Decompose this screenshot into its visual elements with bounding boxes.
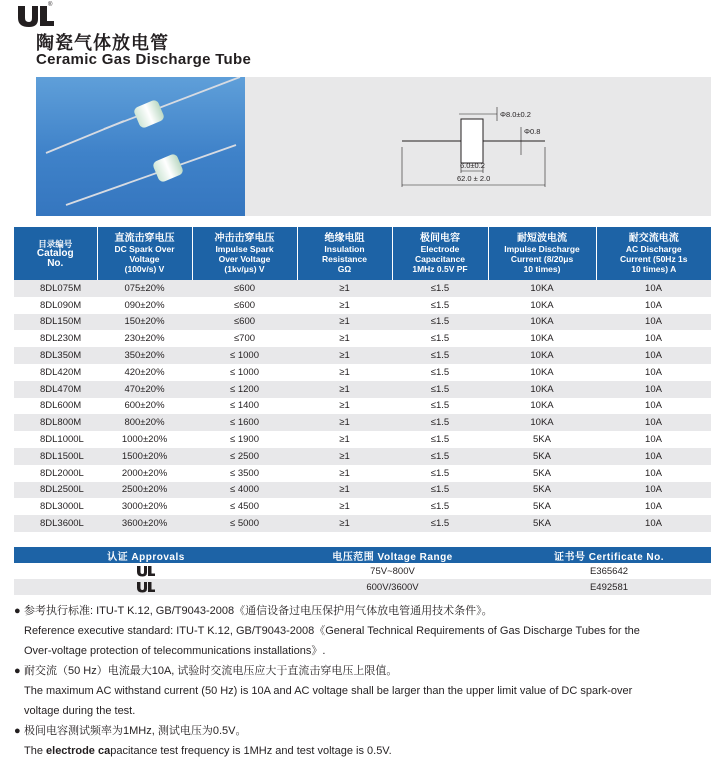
cell-impulse-spark: ≤ 2500 bbox=[192, 448, 297, 465]
table-row bbox=[14, 330, 711, 347]
approvals-row bbox=[14, 579, 711, 595]
dimension-drawing bbox=[245, 77, 711, 216]
cell-dc-spark: 350±20% bbox=[97, 347, 192, 364]
cell-insulation: ≥1 bbox=[297, 314, 392, 331]
approvals-col-voltage: 电压范围 Voltage Range bbox=[278, 547, 507, 563]
cell-ac-discharge: 10A bbox=[596, 314, 711, 331]
cell-dc-spark: 600±20% bbox=[97, 398, 192, 415]
registered-mark: ® bbox=[48, 2, 53, 8]
cell-impulse-discharge: 5KA bbox=[488, 465, 596, 482]
cell-catalog: 8DL600M bbox=[14, 398, 97, 415]
note-1-en-b: Over-voltage protection of telecommunications installations》. bbox=[24, 645, 326, 657]
cell-ac-discharge: 10A bbox=[596, 465, 711, 482]
cell-catalog: 8DL2500L bbox=[14, 482, 97, 499]
table-row bbox=[14, 364, 711, 381]
cell-impulse-spark: ≤ 1000 bbox=[192, 364, 297, 381]
cell-impulse-discharge: 10KA bbox=[488, 381, 596, 398]
dim-diameter-label: Φ8.0±0.2 bbox=[500, 110, 531, 119]
cell-insulation: ≥1 bbox=[297, 364, 392, 381]
cell-dc-spark: 1500±20% bbox=[97, 448, 192, 465]
cell-ac-discharge: 10A bbox=[596, 398, 711, 415]
cell-capacitance: ≤1.5 bbox=[392, 482, 488, 499]
cell-capacitance: ≤1.5 bbox=[392, 515, 488, 532]
cell-ac-discharge: 10A bbox=[596, 414, 711, 431]
cell-capacitance: ≤1.5 bbox=[392, 297, 488, 314]
cell-capacitance: ≤1.5 bbox=[392, 448, 488, 465]
cell-dc-spark: 470±20% bbox=[97, 381, 192, 398]
cell-impulse-discharge: 10KA bbox=[488, 280, 596, 297]
cell-impulse-discharge: 5KA bbox=[488, 482, 596, 499]
approvals-cert: E492581 bbox=[507, 579, 711, 595]
cell-catalog: 8DL3600L bbox=[14, 515, 97, 532]
cell-dc-spark: 150±20% bbox=[97, 314, 192, 331]
cell-catalog: 8DL150M bbox=[14, 314, 97, 331]
cell-ac-discharge: 10A bbox=[596, 515, 711, 532]
approvals-table bbox=[14, 547, 711, 595]
note-1-en-a: Reference executive standard: ITU-T K.12, GB/T9043-2008《General Technical Requirements of Gas Discharge Tubes for the bbox=[24, 625, 640, 637]
product-photo bbox=[36, 77, 245, 216]
cell-ac-discharge: 10A bbox=[596, 347, 711, 364]
cell-impulse-spark: ≤ 5000 bbox=[192, 515, 297, 532]
dim-total-label: 62.0 ± 2.0 bbox=[457, 174, 491, 183]
cell-insulation: ≥1 bbox=[297, 381, 392, 398]
cell-insulation: ≥1 bbox=[297, 482, 392, 499]
cell-dc-spark: 3600±20% bbox=[97, 515, 192, 532]
cell-insulation: ≥1 bbox=[297, 498, 392, 515]
col-dc-spark: 直流击穿电压 DC Spark Over Voltage (100v/s) V bbox=[97, 227, 192, 280]
bullet-icon: ● bbox=[14, 725, 21, 737]
cell-impulse-discharge: 10KA bbox=[488, 364, 596, 381]
cell-impulse-discharge: 10KA bbox=[488, 297, 596, 314]
col-catalog: 目录编号 Catalog No. bbox=[14, 227, 97, 280]
cell-ac-discharge: 10A bbox=[596, 431, 711, 448]
cell-ac-discharge: 10A bbox=[596, 297, 711, 314]
note-3-cn: ● 极间电容测试频率为1MHz, 测试电压为0.5V。 bbox=[14, 721, 704, 741]
cell-dc-spark: 1000±20% bbox=[97, 431, 192, 448]
table-row bbox=[14, 482, 711, 499]
note-1-cn: ● 参考执行标准: ITU-T K.12, GB/T9043-2008《通信设备过电压保护用气体放电管通用技术条件》。 bbox=[14, 601, 704, 621]
cell-insulation: ≥1 bbox=[297, 431, 392, 448]
cell-capacitance: ≤1.5 bbox=[392, 381, 488, 398]
cell-impulse-spark: ≤ 4000 bbox=[192, 482, 297, 499]
cell-insulation: ≥1 bbox=[297, 280, 392, 297]
cell-impulse-spark: ≤ 1600 bbox=[192, 414, 297, 431]
cell-impulse-discharge: 10KA bbox=[488, 347, 596, 364]
cell-dc-spark: 2500±20% bbox=[97, 482, 192, 499]
note-2-cn: ● 耐交流（50 Hz）电流最大10A, 试验时交流电压应大于直流击穿电压上限值。 bbox=[14, 661, 704, 681]
cell-ac-discharge: 10A bbox=[596, 498, 711, 515]
cell-impulse-spark: ≤ 1900 bbox=[192, 431, 297, 448]
note-2-en-b: voltage during the test. bbox=[24, 705, 136, 717]
cell-capacitance: ≤1.5 bbox=[392, 347, 488, 364]
table-row bbox=[14, 465, 711, 482]
table-row bbox=[14, 347, 711, 364]
cell-impulse-discharge: 5KA bbox=[488, 515, 596, 532]
table-row bbox=[14, 515, 711, 532]
col-impulse-discharge: 耐短波电流 Impulse Discharge Current (8/20μs 10 times) bbox=[488, 227, 596, 280]
cell-insulation: ≥1 bbox=[297, 515, 392, 532]
col-insulation: 绝缘电阻 Insulation Resistance GΩ bbox=[297, 227, 392, 280]
cell-capacitance: ≤1.5 bbox=[392, 280, 488, 297]
cell-capacitance: ≤1.5 bbox=[392, 314, 488, 331]
cell-impulse-spark: ≤600 bbox=[192, 297, 297, 314]
table-row bbox=[14, 414, 711, 431]
cell-insulation: ≥1 bbox=[297, 347, 392, 364]
cell-impulse-spark: ≤ 3500 bbox=[192, 465, 297, 482]
notes bbox=[14, 601, 704, 761]
cell-capacitance: ≤1.5 bbox=[392, 364, 488, 381]
cell-dc-spark: 800±20% bbox=[97, 414, 192, 431]
cell-catalog: 8DL075M bbox=[14, 280, 97, 297]
page-title-en: Ceramic Gas Discharge Tube bbox=[36, 51, 252, 68]
cell-impulse-spark: ≤ 1400 bbox=[192, 398, 297, 415]
cell-impulse-spark: ≤600 bbox=[192, 280, 297, 297]
cell-dc-spark: 075±20% bbox=[97, 280, 192, 297]
note-2-en-a: The maximum AC withstand current (50 Hz) is 10A and AC voltage shall be larger than the upper limit value of DC spark-over bbox=[24, 685, 633, 697]
note-3-en: The electrode capacitance test frequency is 1MHz and test voltage is 0.5V. bbox=[24, 745, 392, 757]
cell-impulse-spark: ≤ 1000 bbox=[192, 347, 297, 364]
spec-table-body bbox=[14, 280, 711, 532]
cell-impulse-discharge: 10KA bbox=[488, 398, 596, 415]
approvals-col-approvals: 认证 Approvals bbox=[14, 547, 278, 563]
cell-dc-spark: 090±20% bbox=[97, 297, 192, 314]
cell-capacitance: ≤1.5 bbox=[392, 330, 488, 347]
cell-ac-discharge: 10A bbox=[596, 330, 711, 347]
cell-impulse-spark: ≤ 4500 bbox=[192, 498, 297, 515]
dim-body-label: 6.0±0.2 bbox=[460, 161, 485, 170]
cell-impulse-spark: ≤600 bbox=[192, 314, 297, 331]
bullet-icon: ● bbox=[14, 605, 21, 617]
cell-impulse-spark: ≤700 bbox=[192, 330, 297, 347]
approvals-voltage: 75V~800V bbox=[278, 563, 507, 579]
table-row bbox=[14, 498, 711, 515]
cell-insulation: ≥1 bbox=[297, 297, 392, 314]
cell-dc-spark: 2000±20% bbox=[97, 465, 192, 482]
cell-catalog: 8DL2000L bbox=[14, 465, 97, 482]
approvals-cert: E365642 bbox=[507, 563, 711, 579]
cell-ac-discharge: 10A bbox=[596, 448, 711, 465]
cell-ac-discharge: 10A bbox=[596, 482, 711, 499]
cell-catalog: 8DL1500L bbox=[14, 448, 97, 465]
cell-impulse-discharge: 10KA bbox=[488, 314, 596, 331]
cell-catalog: 8DL420M bbox=[14, 364, 97, 381]
cell-ac-discharge: 10A bbox=[596, 364, 711, 381]
table-row bbox=[14, 448, 711, 465]
cell-catalog: 8DL350M bbox=[14, 347, 97, 364]
cell-catalog: 8DL470M bbox=[14, 381, 97, 398]
table-row bbox=[14, 381, 711, 398]
cell-impulse-discharge: 5KA bbox=[488, 498, 596, 515]
cell-catalog: 8DL3000L bbox=[14, 498, 97, 515]
table-row bbox=[14, 314, 711, 331]
cell-capacitance: ≤1.5 bbox=[392, 431, 488, 448]
ul-logo-icon bbox=[136, 565, 156, 577]
cell-impulse-discharge: 10KA bbox=[488, 414, 596, 431]
cell-insulation: ≥1 bbox=[297, 414, 392, 431]
cell-insulation: ≥1 bbox=[297, 448, 392, 465]
approvals-header bbox=[14, 547, 711, 563]
cell-insulation: ≥1 bbox=[297, 465, 392, 482]
cell-impulse-discharge: 5KA bbox=[488, 448, 596, 465]
cell-capacitance: ≤1.5 bbox=[392, 398, 488, 415]
cell-ac-discharge: 10A bbox=[596, 280, 711, 297]
cell-impulse-discharge: 5KA bbox=[488, 431, 596, 448]
cell-ac-discharge: 10A bbox=[596, 381, 711, 398]
page-title-cn: 陶瓷气体放电管 bbox=[36, 33, 169, 53]
cell-dc-spark: 230±20% bbox=[97, 330, 192, 347]
cell-dc-spark: 420±20% bbox=[97, 364, 192, 381]
bullet-icon: ● bbox=[14, 665, 21, 677]
approvals-voltage: 600V/3600V bbox=[278, 579, 507, 595]
cell-catalog: 8DL800M bbox=[14, 414, 97, 431]
col-capacitance: 极间电容 Electrode Capacitance 1MHz 0.5V PF bbox=[392, 227, 488, 280]
spec-table-header bbox=[14, 227, 711, 280]
cell-impulse-spark: ≤ 1200 bbox=[192, 381, 297, 398]
ul-logo-icon bbox=[136, 581, 156, 593]
table-row bbox=[14, 398, 711, 415]
col-impulse-spark: 冲击击穿电压 Impulse Spark Over Voltage (1kv/μs) V bbox=[192, 227, 297, 280]
table-row bbox=[14, 297, 711, 314]
cell-insulation: ≥1 bbox=[297, 330, 392, 347]
table-row bbox=[14, 280, 711, 297]
spec-table bbox=[14, 227, 711, 532]
table-row bbox=[14, 431, 711, 448]
cell-catalog: 8DL090M bbox=[14, 297, 97, 314]
cell-catalog: 8DL230M bbox=[14, 330, 97, 347]
cell-capacitance: ≤1.5 bbox=[392, 498, 488, 515]
cell-catalog: 8DL1000L bbox=[14, 431, 97, 448]
dim-lead-label: Φ0.8 bbox=[524, 127, 541, 136]
approvals-col-cert: 证书号 Certificate No. bbox=[507, 547, 711, 563]
cell-dc-spark: 3000±20% bbox=[97, 498, 192, 515]
cell-capacitance: ≤1.5 bbox=[392, 414, 488, 431]
col-ac-discharge: 耐交流电流 AC Discharge Current (50Hz 1s 10 times) A bbox=[596, 227, 711, 280]
cell-impulse-discharge: 10KA bbox=[488, 330, 596, 347]
cell-capacitance: ≤1.5 bbox=[392, 465, 488, 482]
cell-insulation: ≥1 bbox=[297, 398, 392, 415]
approvals-row bbox=[14, 563, 711, 579]
